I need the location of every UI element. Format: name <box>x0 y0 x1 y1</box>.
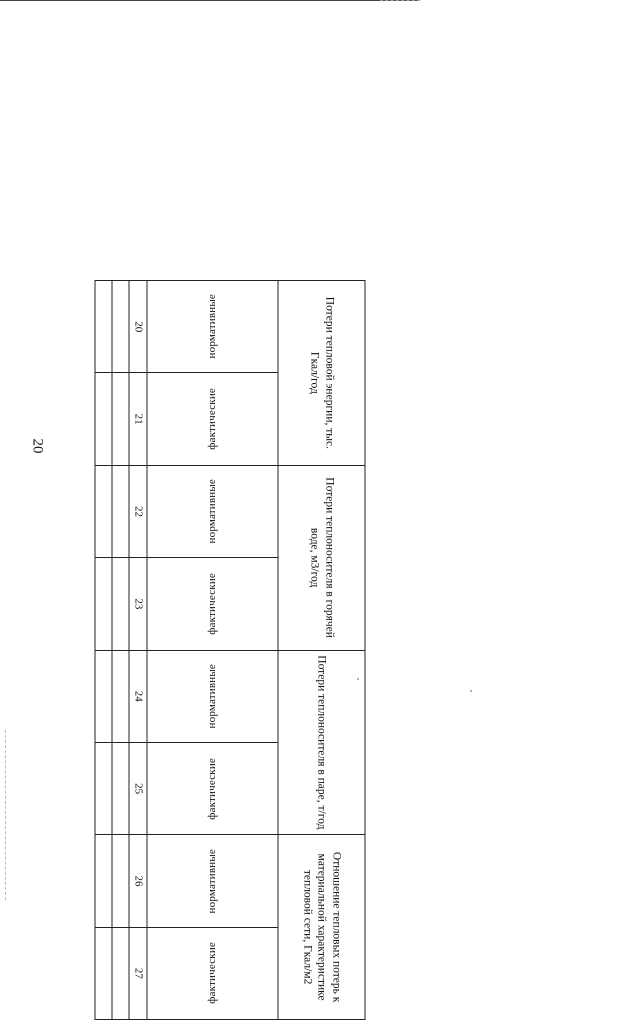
sub-header: нормативные <box>147 650 278 742</box>
table-cell-empty <box>95 465 112 557</box>
top-rule <box>0 0 420 2</box>
group-header: Потери тепловой энергии, тыс. Гкал/год <box>278 281 365 466</box>
table-cell-empty <box>112 281 129 373</box>
column-number: 21 <box>129 373 147 465</box>
left-margin-rule <box>5 730 6 900</box>
column-number: 25 <box>129 742 147 834</box>
group-header: Потери теплоносителя в горячей воде, м3/год <box>278 465 365 650</box>
column-number: 26 <box>129 835 147 927</box>
group-header: Потери теплоносителя в паре, т/год <box>278 650 365 835</box>
column-number: 23 <box>129 558 147 650</box>
table-cell-empty <box>112 927 129 1019</box>
sub-header: фактические <box>147 373 278 465</box>
page-number: 20 <box>29 438 46 454</box>
table-cell-empty <box>95 650 112 742</box>
table-cell-empty <box>95 835 112 927</box>
losses-table <box>99 280 366 1020</box>
table-cell-empty <box>112 742 129 834</box>
table-cell-empty <box>95 373 112 465</box>
table-cell-empty <box>112 835 129 927</box>
table-cell-empty <box>112 465 129 557</box>
table-cell-empty <box>95 742 112 834</box>
sub-header: фактические <box>147 742 278 834</box>
sub-header: нормативные <box>147 465 278 557</box>
sub-header: фактические <box>147 558 278 650</box>
table-cell-empty <box>112 558 129 650</box>
sub-header: фактические <box>147 927 278 1019</box>
group-header: Отношение тепловых потерь к материальной характеристике тепловой сети, Гкал/м2 <box>278 835 365 1020</box>
column-number: 20 <box>129 281 147 373</box>
scan-speck <box>470 690 472 692</box>
top-rule-dashed <box>380 0 420 2</box>
table-cell-empty <box>95 281 112 373</box>
table-cell-empty <box>95 927 112 1019</box>
column-number: 22 <box>129 465 147 557</box>
column-number: 27 <box>129 927 147 1019</box>
column-number: 24 <box>129 650 147 742</box>
table-cell-empty <box>112 373 129 465</box>
sub-header: нормативные <box>147 281 278 373</box>
table-cell-empty <box>95 558 112 650</box>
sub-header: нормативные <box>147 835 278 927</box>
table-cell-empty <box>112 650 129 742</box>
